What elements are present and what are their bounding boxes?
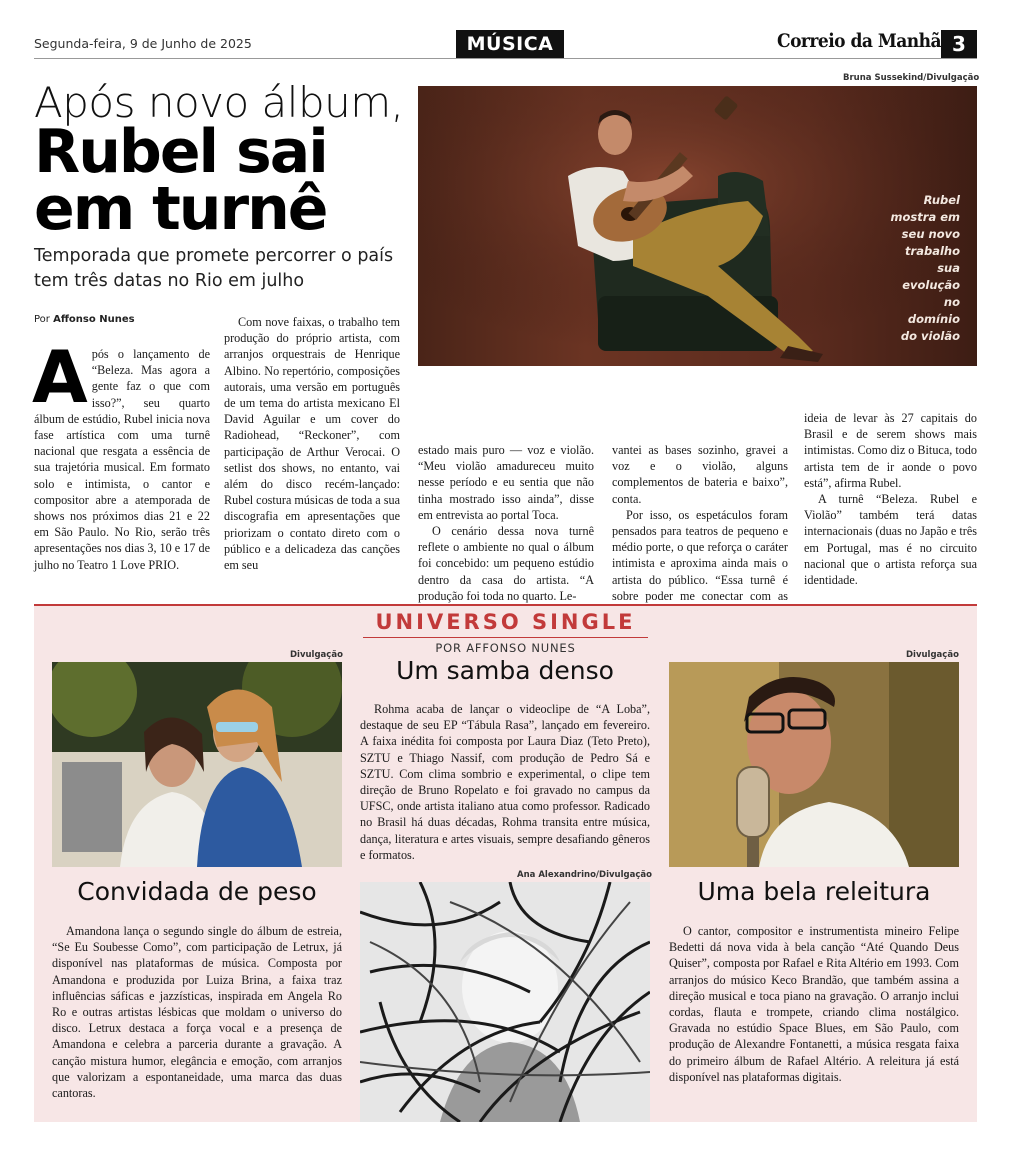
column-1-text: pós o lançamento de “Beleza. Mas agora a gente faz o que com isso?”, seu quarto álbum de estúdio, Rubel inicia nova fase artística com uma turnê nacional que resgata a essência de sua trajetória musical. Em formato solo e intimista, o cantor e compositor abre a atemporada de shows nos próximos dias 21 e 22 em São Paulo. No Rio, serão três apresentações nos dias 3, 10 e 17 de julho no Teatro 1 Love PRIO. [34,347,210,572]
left-story-text: Amandona lança o segundo single do álbum de estreia, “Se Eu Soubesse Como”, com participação de Letrux, já disponível nas plataformas de música. Composta por Amandona e produzida por Luiza Brina, a faixa traz influências sáficas e jazzísticas, inspirada em Angela Ro Ro e outras artistas lésbicas que moldam o universo do disco. Letrux destaca a força vocal e a presença de Amandona e celebra a parceria durante a gravação. A canção mistura humor, elegância e emoção, com arranjos que valorizam a espontaneidade, uma marca das duas cantoras. [52,924,342,1101]
newspaper-name: Correio da Manhã [777,30,942,52]
article-column-1 [32,335,210,573]
center-story-headline: Um samba denso [396,656,614,685]
grass-portrait-illustration [360,882,650,1122]
article-column-2 [224,314,400,573]
column-4-paragraph-2: Por isso, os espetáculos foram pensados para teatros de pequeno e médio porte, o que reforça o caráter intimista e aproxima ainda mais o artista do público. “Essa turnê é sobre poder me conectar com as [612,507,788,603]
center-story-text: Rohma acaba de lançar o videoclipe de “A Loba”, destaque de seu EP “Tábula Rasa”, lançado em fevereiro. A faixa inédita foi composta por Laura Diaz (Teto Preto), SZTU e Thiago Nassif, com produção de Pedro Sá e SZTU. Com clima sombrio e experimental, o clipe tem direção de Bruno Ropelato e foi gravado no campus da UFSC, onde artista italiano atua como professor. Radicado no Brasil há duas décadas, Rohma transita entre música, dança, literatura e artes visuais, sempre desafiando gêneros e formatos. [360,702,650,862]
center-photo [360,882,650,1122]
singer-illustration [669,662,959,867]
column-5-paragraph-1: ideia de levar às 27 capitais do Brasil e de serem shows mais intimistas. Como diz o Bituca, todo artista tem de ir aonde o povo está”, afirma Rubel. [804,411,977,490]
byline-author: Affonso Nunes [53,314,135,325]
left-story-headline: Convidada de peso [77,877,317,906]
column-2-text: Com nove faixas, o trabalho tem produção do próprio artista, com arranjos orquestrais de Henrique Albino. No repertório, composições autorais, uma versão em português de um tema do artista mexicano El David Aguilar e um cover do Radiohead, “Reckoner”, com participação de Arthur Verocai. O setlist dos shows, no entanto, vai além do disco recém-lançado: Rubel costura músicas de toda a sua discografia em apresentações que priorizam o contato direto com o público e a delicadeza das canções em seu [224,315,400,573]
right-story-headline: Uma bela releitura [697,877,931,906]
byline-prefix: Por [34,314,50,325]
page-number: 3 [941,30,977,58]
universo-title-rule [363,637,648,638]
main-photo-credit: Bruna Sussekind/Divulgação [843,73,980,83]
left-photo [52,662,342,867]
article-byline [34,314,135,325]
article-deck: Temporada que promete percorrer o país tem três datas no Rio em julho [34,246,394,291]
drop-cap: A [32,335,88,419]
headline-line-2: Rubel sai [34,117,327,187]
column-3-paragraph-2: O cenário dessa nova turnê reflete o ambiente no qual o álbum foi concebido: um pequeno estúdio dentro da casa do artista. “A produção foi toda no quarto. Le- [418,524,594,603]
section-label: MÚSICA [456,30,564,58]
article-column-4 [612,442,788,620]
article-column-3 [418,442,594,604]
article-column-5 [804,410,977,588]
center-photo-credit: Ana Alexandrino/Divulgação [517,870,652,880]
main-photo-caption: Rubel mostra em seu novo trabalho sua evolução no domínio do violão [890,193,960,343]
left-photo-credit: Divulgação [290,650,343,660]
right-story-text: O cantor, compositor e instrumentista mineiro Felipe Bedetti dá nova vida à bela canção “Até Quando Deus Quiser”, composta por Rafael e Rita Altério em 1993. Com arranjos do músico Keco Brandão, que também assina a direção musical e toca piano na gravação. O arranjo inclui cordas, flauta e trompete, criando clima nostálgico. Gravada no estúdio Space Blues, em São Paulo, com produção de Alexandre Fontanetti, a música resgata faixa do primeiro álbum de Rafael Altério. A releitura já está disponível nas plataformas digitais. [669,924,959,1084]
right-photo [669,662,959,867]
right-photo-credit: Divulgação [906,650,959,660]
duo-illustration [52,662,342,867]
column-3-paragraph-1: estado mais puro — voz e violão. “Meu violão amadureceu muito nesse período e eu sentia que não tinha mostrado isso ainda”, disse em entrevista ao portal Toca. [418,443,594,522]
headline-line-3: em turnê [34,174,327,244]
page-date: Segunda-feira, 9 de Junho de 2025 [34,36,252,51]
header-divider [34,58,977,59]
headline-line-1: Após novo álbum, [34,78,404,127]
universo-byline: POR AFFONSO NUNES [435,641,576,655]
column-5-paragraph-2: A turnê “Beleza. Rubel e Violão” também terá datas internacionais (duas no Japão e três em Portugal, mas é no circuito nacional que o artista reforça sua identidade. [804,492,977,588]
universo-title: UNIVERSO SINGLE [375,610,636,634]
column-4-paragraph-1: vantei as bases sozinho, gravei a voz e o violão, alguns complementos de bateria e baixo”, conta. [612,443,788,506]
